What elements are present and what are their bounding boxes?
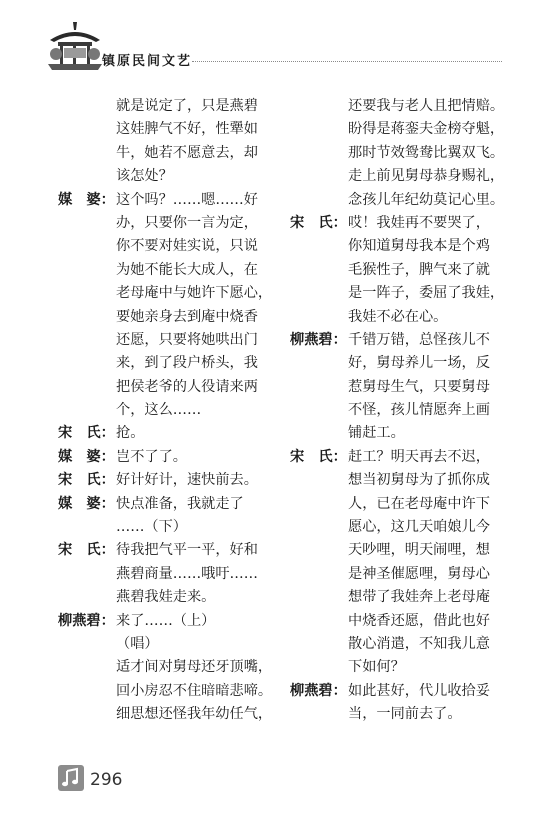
speech-line: 该怎处？ [116,168,173,185]
speech-text [348,329,495,446]
dialogue-entry [290,329,495,446]
speaker-label [290,95,348,212]
speech-line: 办，只要你一言为定， [116,214,258,231]
pavilion-logo-icon [46,18,104,76]
speech-line: 你不要对娃实说，只说 [116,238,258,255]
dialogue-entry [290,95,505,212]
speech-line: 天吵哩，明天闹哩，想 [348,542,490,559]
dialogue-entry [290,446,495,680]
speech-line: 抢。 [116,425,145,442]
speech-line: 那时节效鸳鸯比翼双飞。 [348,144,505,161]
speaker-label [58,422,116,445]
dialogue-entry [290,680,495,727]
series-title: 镇原民间文艺 [102,54,193,69]
speaker-name: 媒 婆： [58,191,115,208]
speech-line: 铺赶工。 [348,425,405,442]
speech-text [348,95,504,212]
dialogue-entry [58,446,263,469]
speech-line: 散心消遣，不知我儿意 [348,635,490,652]
speech-line: 老母庵中与她许下愿心， [116,285,273,302]
speech-text [116,422,263,445]
speech-text [116,493,263,540]
speech-line: 中烧香还愿，借此也好 [348,612,490,629]
speaker-name: 宋 氏： [58,425,115,442]
speech-line: 还要我与老人且把情赔。 [348,98,505,114]
speech-text [116,610,272,727]
speaker-label [290,212,348,329]
speech-line: 不怪，孩儿情愿奔上画 [348,402,490,419]
speech-line: 你知道舅母我本是个鸡 [348,238,490,255]
speech-line: 来了……（上） [116,612,216,629]
dialogue-entry [58,422,263,445]
speech-line: 好，舅母养儿一场，反 [348,355,490,372]
speaker-label [58,610,116,727]
speaker-name: 宋 氏： [58,542,115,559]
speaker-label [290,680,348,727]
speech-line: 我娃不必在心。 [348,308,448,325]
speaker-label [58,189,116,423]
speaker-label [58,446,116,469]
speech-line: 当，一同前去了。 [348,706,462,723]
speech-line: 走上前见舅母恭身赐礼， [348,168,505,185]
speech-line: 毛猴性子，脾气来了就 [348,261,490,278]
dialogue-entry [58,493,263,540]
left-column [58,95,273,727]
speaker-label [58,95,116,189]
speech-line: 如此甚好，代儿收拾妥 [348,682,490,699]
speech-line: 还愿，只要将她哄出门 [116,331,258,348]
speech-line: 就是说定了，只是燕碧 [116,98,258,114]
header-divider [192,61,502,62]
dialogue-entry [58,95,263,189]
speaker-label [58,539,116,609]
speech-line: 燕碧商量……哦吁…… [116,565,258,582]
speaker-name: 宋 氏： [290,214,347,231]
speech-line: 好计好计，速快前去。 [116,472,258,489]
speech-line: 赶工？明天再去不迟， [348,448,490,465]
speech-line: 这个吗？……嗯……好 [116,191,258,208]
speech-text [116,95,263,189]
speech-line: 惹舅母生气，只要舅母 [348,378,490,395]
dialogue-entry [58,539,263,609]
dialogue-entry [58,610,273,727]
speaker-name: 柳燕碧： [290,682,347,699]
speaker-name: 媒 婆： [58,495,115,512]
speech-line: 人，已在老母庵中许下 [348,495,490,512]
speech-line: 待我把气平一平，好和 [116,542,258,559]
speaker-name: 柳燕碧： [290,331,347,348]
speech-line: 燕碧我娃走来。 [116,589,216,606]
speech-line: 来，到了段户桥头，我 [116,355,258,372]
speech-line: ……（下） [116,519,187,536]
speaker-label [290,329,348,446]
speaker-label [58,469,116,492]
speech-line: 千错万错，总怪孩儿不 [348,331,490,348]
speech-text [348,446,495,680]
speech-line: 回小房忍不住暗暗悲啼。 [116,682,273,699]
speaker-name: 柳燕碧： [58,612,115,629]
speech-line: 要她亲身去到庵中烧香 [116,308,258,325]
speech-line: 岂不了了。 [116,448,187,465]
dialogue-entry [58,189,273,423]
speech-line: 想带了我娃奔上老母庵 [348,589,490,606]
speech-line: 个，这么…… [116,402,202,419]
speech-line: 是一阵子，委屈了我娃， [348,285,505,302]
speech-line: 适才间对舅母还牙顶嘴， [116,659,273,676]
music-note-icon [58,765,84,791]
speech-line: 把侯老爷的人役请来两 [116,378,258,395]
speech-text [116,446,263,469]
speaker-label [58,493,116,540]
speech-line: 念孩儿年纪幼莫记心里。 [348,191,505,208]
speech-line: （唱） [116,636,159,653]
speaker-label [290,446,348,680]
speaker-name: 宋 氏： [290,448,347,465]
speech-line: 为她不能长大成人，在 [116,261,258,278]
page-number: 296 [90,770,123,790]
page-header [0,0,551,90]
speech-line: 盼得是蒋銮夫金榜夺魁， [348,121,505,138]
speech-line: 快点准备，我就走了 [116,495,244,512]
speaker-name: 媒 婆： [58,448,115,465]
speech-line: 是神圣催愿哩，舅母心 [348,565,490,582]
speaker-name: 宋 氏： [58,472,115,489]
speech-line: 愿心，这几天咱娘儿今 [348,519,490,536]
speech-line: 细思想还怪我年幼任气， [116,706,273,723]
speech-line: 想当初舅母为了抓你成 [348,472,490,489]
right-column [290,95,505,727]
speech-text [348,680,495,727]
speech-text [116,189,272,423]
speech-line: 这娃脾气不好，性犟如 [116,121,258,138]
dialogue-entry [290,212,505,329]
speech-line: 牛，她若不愿意去，却 [116,144,258,161]
speech-text [116,539,263,609]
speech-text [116,469,263,492]
speech-line: 哎！我娃再不要哭了， [348,214,490,231]
dialogue-entry [58,469,263,492]
speech-line: 下如何？ [348,659,405,676]
speech-text [348,212,504,329]
